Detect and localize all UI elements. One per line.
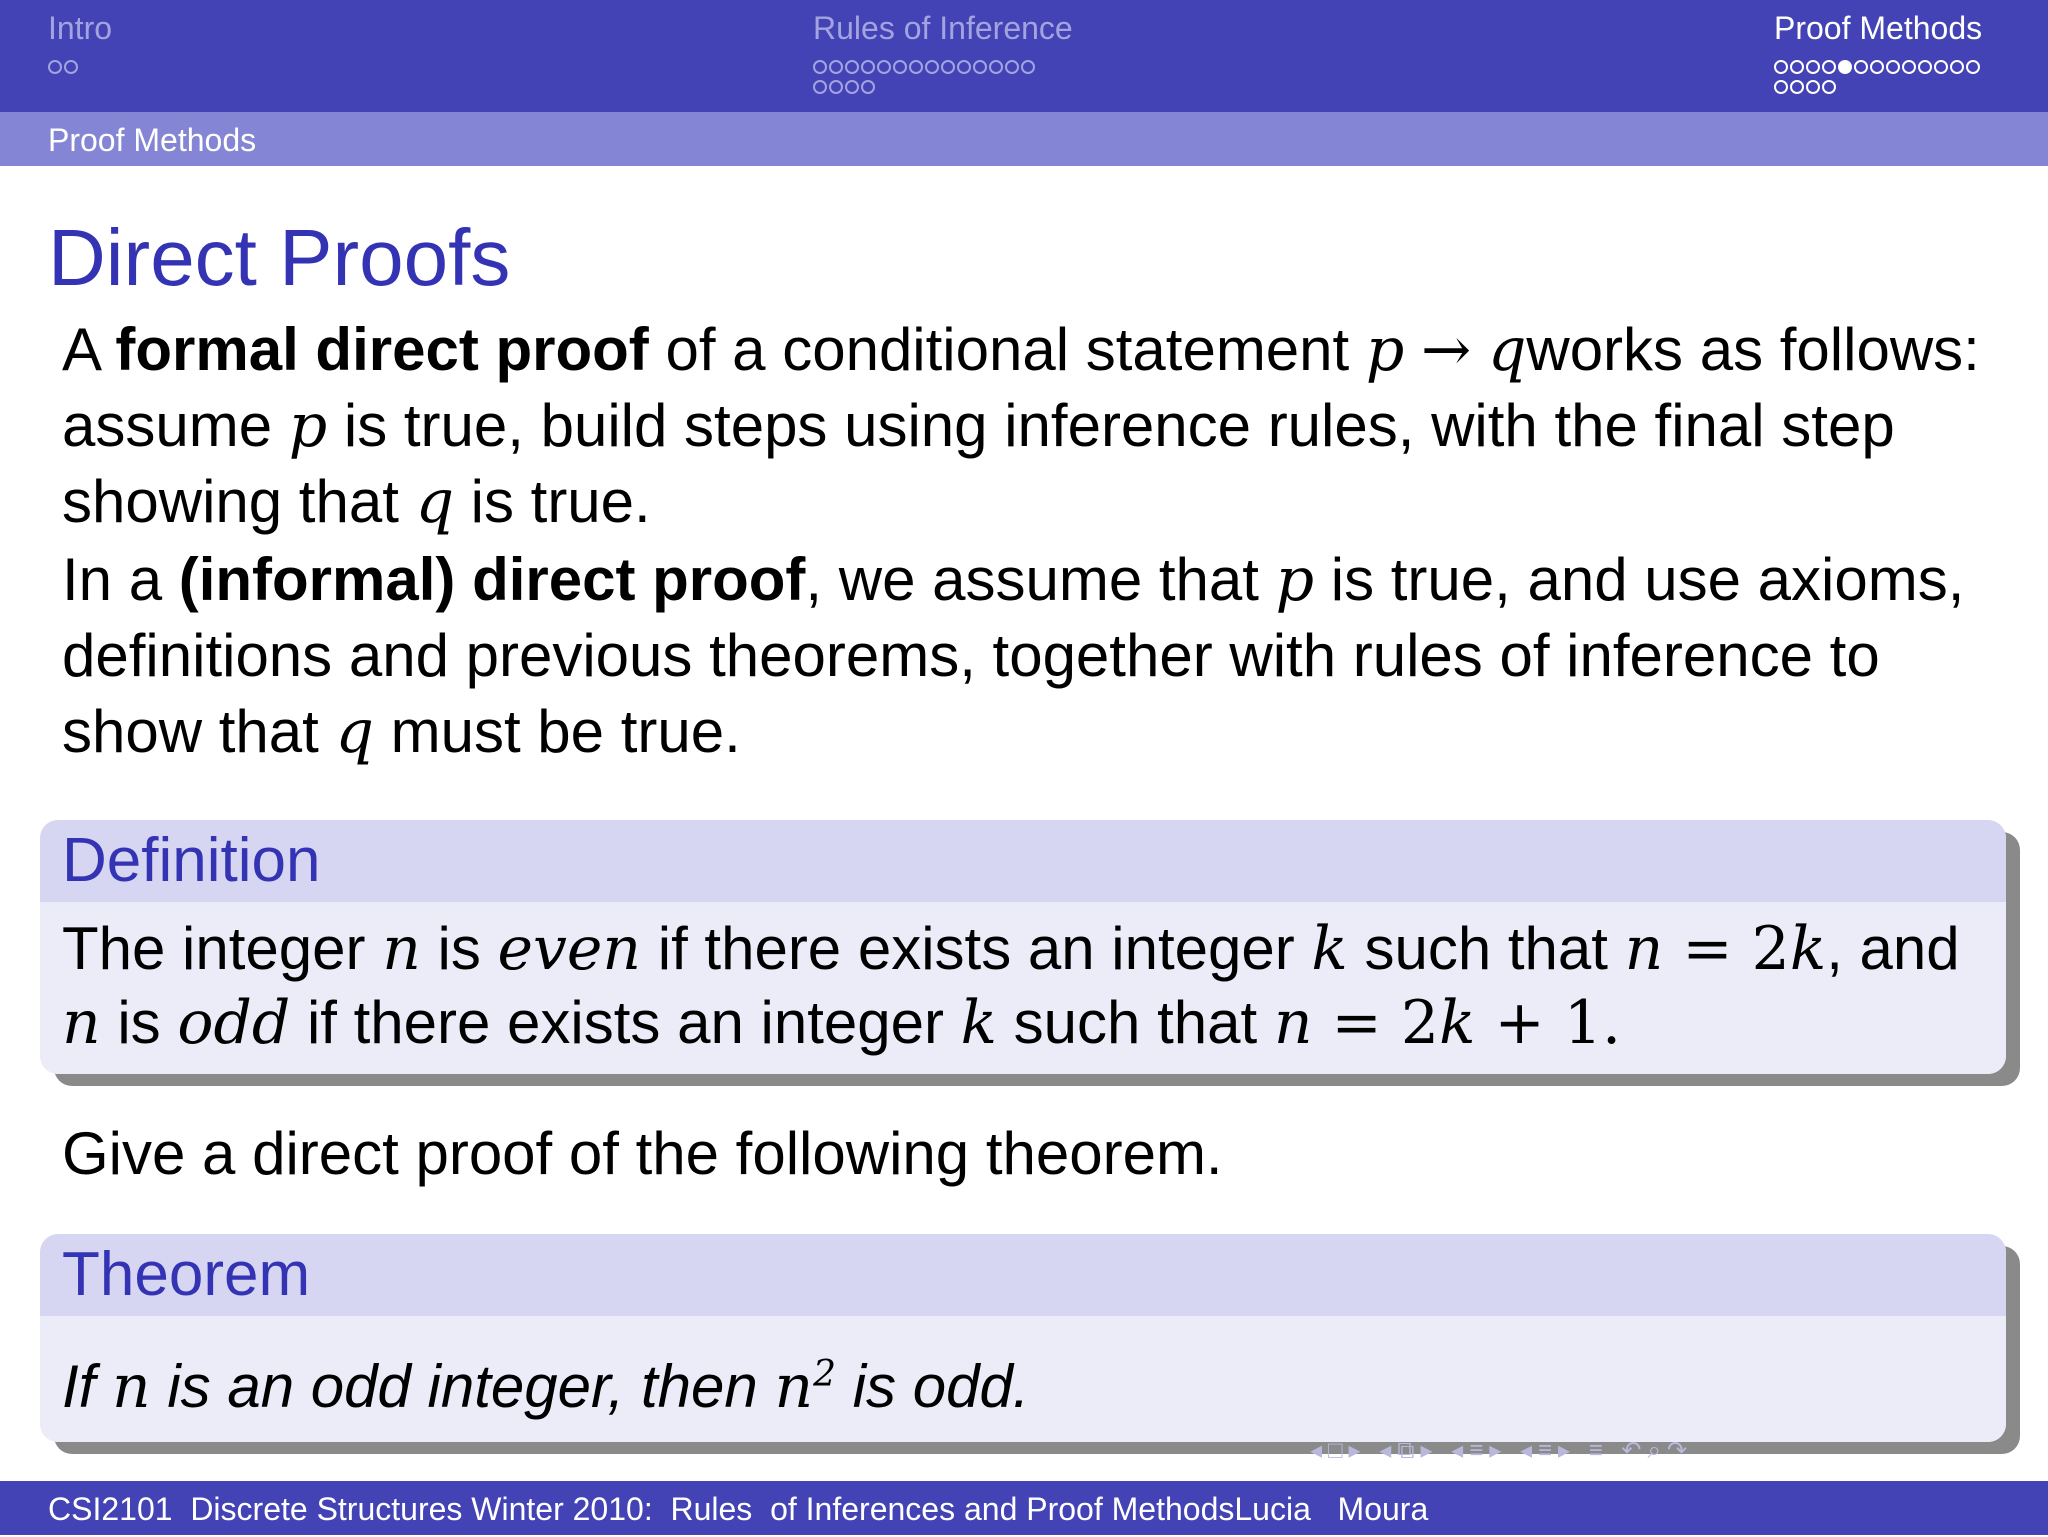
- nav-frame-dot[interactable]: [909, 60, 923, 74]
- nav-section-rules-of-inference[interactable]: [813, 8, 1073, 94]
- nav-frame-dot[interactable]: [829, 80, 843, 94]
- subsection-bar: [0, 112, 2048, 166]
- nav-frame-dot[interactable]: [813, 60, 827, 74]
- text-span: is an odd integer, then: [150, 1353, 775, 1420]
- theorem-title: Theorem: [40, 1234, 2006, 1316]
- nav-frame-dots: [1774, 80, 1982, 94]
- nav-frame-dots: [48, 60, 112, 74]
- nav-subsection-icon[interactable]: ≡: [1469, 1437, 1490, 1464]
- term-formal-direct-proof: formal direct proof: [115, 316, 649, 383]
- text-span: works as follows: assume: [62, 316, 1980, 459]
- nav-frame-dot-current[interactable]: [1838, 60, 1852, 74]
- nav-next-subsection-icon[interactable]: ▸: [1489, 1437, 1508, 1464]
- definition-body: [40, 902, 2006, 1074]
- nav-frame-dot[interactable]: [1886, 60, 1900, 74]
- nav-prev-subsection-icon[interactable]: ◂: [1451, 1437, 1470, 1464]
- math-variable-k: k: [1789, 914, 1827, 984]
- nav-frame-dot[interactable]: [973, 60, 987, 74]
- nav-frame-dot[interactable]: [845, 80, 859, 94]
- math-variable-p: p: [1365, 315, 1405, 385]
- nav-frame-dot[interactable]: [1806, 60, 1820, 74]
- theorem-block: [40, 1234, 2006, 1442]
- nav-frame-icon[interactable]: ⧉: [1397, 1437, 1421, 1464]
- nav-frame-dot[interactable]: [1774, 60, 1788, 74]
- text-span: is: [420, 915, 498, 982]
- math-variable-n: n: [62, 988, 101, 1058]
- formal-proof-paragraph: [62, 312, 2002, 540]
- nav-frame-dot[interactable]: [925, 60, 939, 74]
- nav-frame-dots: [813, 60, 1073, 74]
- nav-frame-dot[interactable]: [989, 60, 1003, 74]
- nav-next-frame-icon[interactable]: ▸: [1420, 1437, 1439, 1464]
- nav-section-proof-methods[interactable]: [1774, 8, 1982, 94]
- text-span: of a conditional statement: [648, 316, 1366, 383]
- text-span: In a: [62, 546, 179, 613]
- nav-frame-dot[interactable]: [861, 60, 875, 74]
- nav-search-icon[interactable]: ⌕: [1647, 1437, 1667, 1464]
- math-variable-q: q: [1487, 315, 1527, 385]
- text-span: , and: [1826, 915, 1960, 982]
- beamer-navigation-controls: [1310, 1436, 2030, 1465]
- nav-frame-dot[interactable]: [1870, 60, 1884, 74]
- nav-frame-dot[interactable]: [64, 60, 78, 74]
- math-variable-n: n: [1624, 914, 1664, 984]
- math-expression: = 2: [1312, 988, 1440, 1058]
- nav-frame-dot[interactable]: [845, 60, 859, 74]
- text-span: is true.: [453, 468, 651, 535]
- math-variable-q: q: [335, 697, 374, 767]
- nav-frame-dot[interactable]: [1934, 60, 1948, 74]
- nav-frame-dot[interactable]: [48, 60, 62, 74]
- nav-frame-dot[interactable]: [893, 60, 907, 74]
- text-span: is: [100, 989, 178, 1056]
- text-span: if there exists an integer: [290, 989, 961, 1056]
- nav-section-title[interactable]: Proof Methods: [1774, 10, 1983, 46]
- nav-section-title[interactable]: Rules of Inference: [813, 10, 1073, 46]
- math-variable-n: n: [774, 1352, 814, 1422]
- header-navigation-bar: [0, 0, 2048, 112]
- math-variable-k: k: [1311, 914, 1348, 984]
- text-span: If: [62, 1353, 113, 1420]
- text-span: The integer: [62, 915, 383, 982]
- text-span: if there exists an integer: [641, 915, 1312, 982]
- nav-frame-dot[interactable]: [1966, 60, 1980, 74]
- nav-frame-dot[interactable]: [1005, 60, 1019, 74]
- math-variable-k: k: [1439, 988, 1476, 1058]
- nav-frame-dot[interactable]: [941, 60, 955, 74]
- nav-next-slide-icon[interactable]: ▸: [1348, 1437, 1367, 1464]
- math-variable-p: p: [288, 391, 328, 461]
- nav-frame-dot[interactable]: [813, 80, 827, 94]
- exercise-prompt: Give a direct proof of the following theorem.: [62, 1120, 1223, 1187]
- nav-frame-dot[interactable]: [829, 60, 843, 74]
- term-even: even: [497, 914, 642, 984]
- nav-prev-section-icon[interactable]: ◂: [1519, 1437, 1538, 1464]
- nav-frame-dot[interactable]: [957, 60, 971, 74]
- theorem-body: [40, 1316, 2006, 1442]
- math-variable-p: p: [1275, 545, 1315, 615]
- math-variable-n: n: [112, 1352, 151, 1422]
- text-span: such that: [1347, 915, 1625, 982]
- term-informal-direct-proof: (informal) direct proof: [178, 546, 806, 613]
- nav-section-intro[interactable]: [48, 8, 112, 74]
- footer-text: CSI2101 Discrete Structures Winter 2010: Rules of Inferences and Proof MethodsLucia Moura: [48, 1491, 1429, 1527]
- nav-frame-dot[interactable]: [1806, 80, 1820, 94]
- definition-title: Definition: [40, 820, 2006, 902]
- nav-frame-dots: [1774, 60, 1982, 74]
- nav-frame-dot[interactable]: [861, 80, 875, 94]
- math-variable-n: n: [1273, 988, 1313, 1058]
- nav-slide-icon[interactable]: □: [1328, 1437, 1349, 1464]
- nav-section-icon[interactable]: ≡: [1538, 1437, 1559, 1464]
- nav-frame-dot[interactable]: [1902, 60, 1916, 74]
- nav-frame-dot[interactable]: [877, 60, 891, 74]
- nav-section-title[interactable]: Intro: [48, 10, 113, 46]
- nav-frame-dots: [813, 80, 1073, 94]
- text-span: must be true.: [373, 698, 741, 765]
- nav-frame-dot[interactable]: [1790, 60, 1804, 74]
- nav-next-section-icon[interactable]: ▸: [1558, 1437, 1577, 1464]
- nav-frame-dot[interactable]: [1790, 80, 1804, 94]
- footer-bar: [0, 1481, 2048, 1535]
- math-variable-n: n: [382, 914, 421, 984]
- math-variable-q: q: [415, 467, 454, 537]
- nav-forward-icon[interactable]: ↷: [1666, 1437, 1694, 1464]
- nav-frame-dot[interactable]: [1950, 60, 1964, 74]
- math-expression: + 1.: [1475, 988, 1622, 1058]
- text-span: is true, build steps using inference rules, with the final step showing that: [62, 392, 1895, 535]
- math-variable-k: k: [960, 988, 997, 1058]
- nav-frame-dot[interactable]: [1854, 60, 1868, 74]
- text-span: such that: [996, 989, 1274, 1056]
- frame-title: Direct Proofs: [48, 213, 511, 302]
- text-span: A: [62, 316, 116, 383]
- text-span: , we assume that: [805, 546, 1276, 613]
- implies-arrow-symbol: →: [1420, 315, 1472, 385]
- nav-prev-frame-icon[interactable]: ◂: [1379, 1437, 1398, 1464]
- informal-proof-paragraph: [62, 542, 2002, 770]
- text-span: is odd.: [836, 1353, 1030, 1420]
- subsection-title: Proof Methods: [48, 122, 257, 158]
- nav-document-icon[interactable]: ≡: [1588, 1437, 1609, 1464]
- math-expression: = 2: [1663, 914, 1790, 984]
- term-odd: odd: [177, 988, 291, 1058]
- nav-frame-dot[interactable]: [1021, 60, 1035, 74]
- text-span: is true, and use axioms, definitions and previous theorems, together with rules of inference to show that: [62, 546, 1965, 765]
- definition-block: [40, 820, 2006, 1074]
- nav-prev-slide-icon[interactable]: ◂: [1310, 1437, 1329, 1464]
- nav-frame-dot[interactable]: [1822, 60, 1836, 74]
- nav-frame-dot[interactable]: [1822, 80, 1836, 94]
- math-exponent: 2: [813, 1354, 837, 1395]
- nav-frame-dot[interactable]: [1918, 60, 1932, 74]
- nav-back-icon[interactable]: ↶: [1621, 1437, 1648, 1464]
- nav-frame-dot[interactable]: [1774, 80, 1788, 94]
